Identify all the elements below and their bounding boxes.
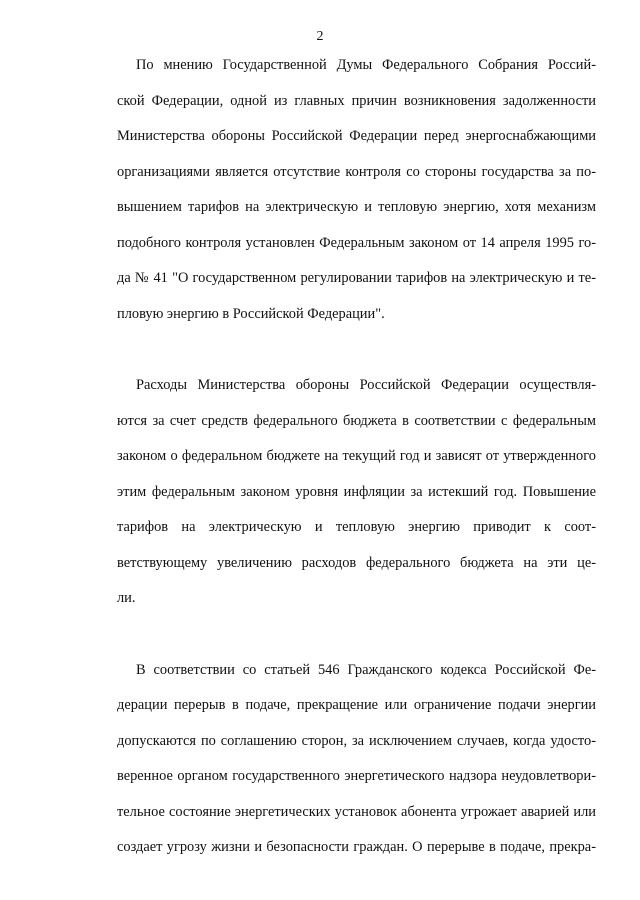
text-line: тарифов на электрическую и тепловую энергию приводит к соот-: [117, 519, 596, 535]
text-line: законом о федеральном бюджете на текущий год и зависят от утвержденного: [117, 448, 596, 464]
text-line: этим федеральным законом уровня инфляции за истекший год. Повышение: [117, 483, 596, 500]
text-line: да № 41 "О государственном регулировании тарифов на электрическую и те-: [117, 270, 596, 286]
text-line: ли.: [117, 590, 136, 606]
text-line: пловую энергию в Российской Федерации".: [117, 305, 385, 322]
text-line: веренное органом государственного энергетического надзора неудовлетвори-: [117, 768, 596, 784]
paragraph-2: [117, 376, 596, 625]
text-line: создает угрозу жизни и безопасности граждан. О перерыве в подаче, прекра-: [117, 839, 596, 855]
paragraph-3: [117, 661, 596, 874]
text-line: тельное состояние энергетических установок абонента угрожает аварией или: [117, 803, 596, 820]
paragraph-spacer: [117, 625, 596, 661]
paragraph-spacer: [117, 340, 596, 376]
text-line: вышением тарифов на электрическую и тепловую энергию, хотя механизм: [117, 199, 596, 215]
text-line: подобного контроля установлен Федеральным законом от 14 апреля 1995 го-: [117, 234, 596, 251]
text-line: допускаются по соглашению сторон, за исключением случаев, когда удосто-: [117, 732, 596, 749]
text-line: организациями является отсутствие контроля со стороны государства за по-: [117, 163, 596, 180]
text-line: ской Федерации, одной из главных причин возникновения задолженности: [117, 92, 596, 109]
text-line: В соответствии со статьей 546 Гражданского кодекса Российской Фе-: [136, 661, 596, 678]
document-body: [117, 56, 596, 874]
text-line: Расходы Министерства обороны Российской Федерации осуществля-: [136, 377, 596, 393]
text-line: Министерства обороны Российской Федерации перед энергоснабжающими: [117, 128, 596, 144]
paragraph-1: [117, 56, 596, 340]
page-number: 2: [316, 29, 324, 44]
text-line: По мнению Государственной Думы Федерального Собрания Россий-: [136, 57, 596, 73]
text-line: ветствующему увеличению расходов федерального бюджета на эти це-: [117, 554, 596, 571]
text-line: ются за счет средств федерального бюджета в соответствии с федеральным: [117, 412, 596, 429]
text-line: дерации перерыв в подаче, прекращение или ограничение подачи энергии: [117, 697, 596, 713]
